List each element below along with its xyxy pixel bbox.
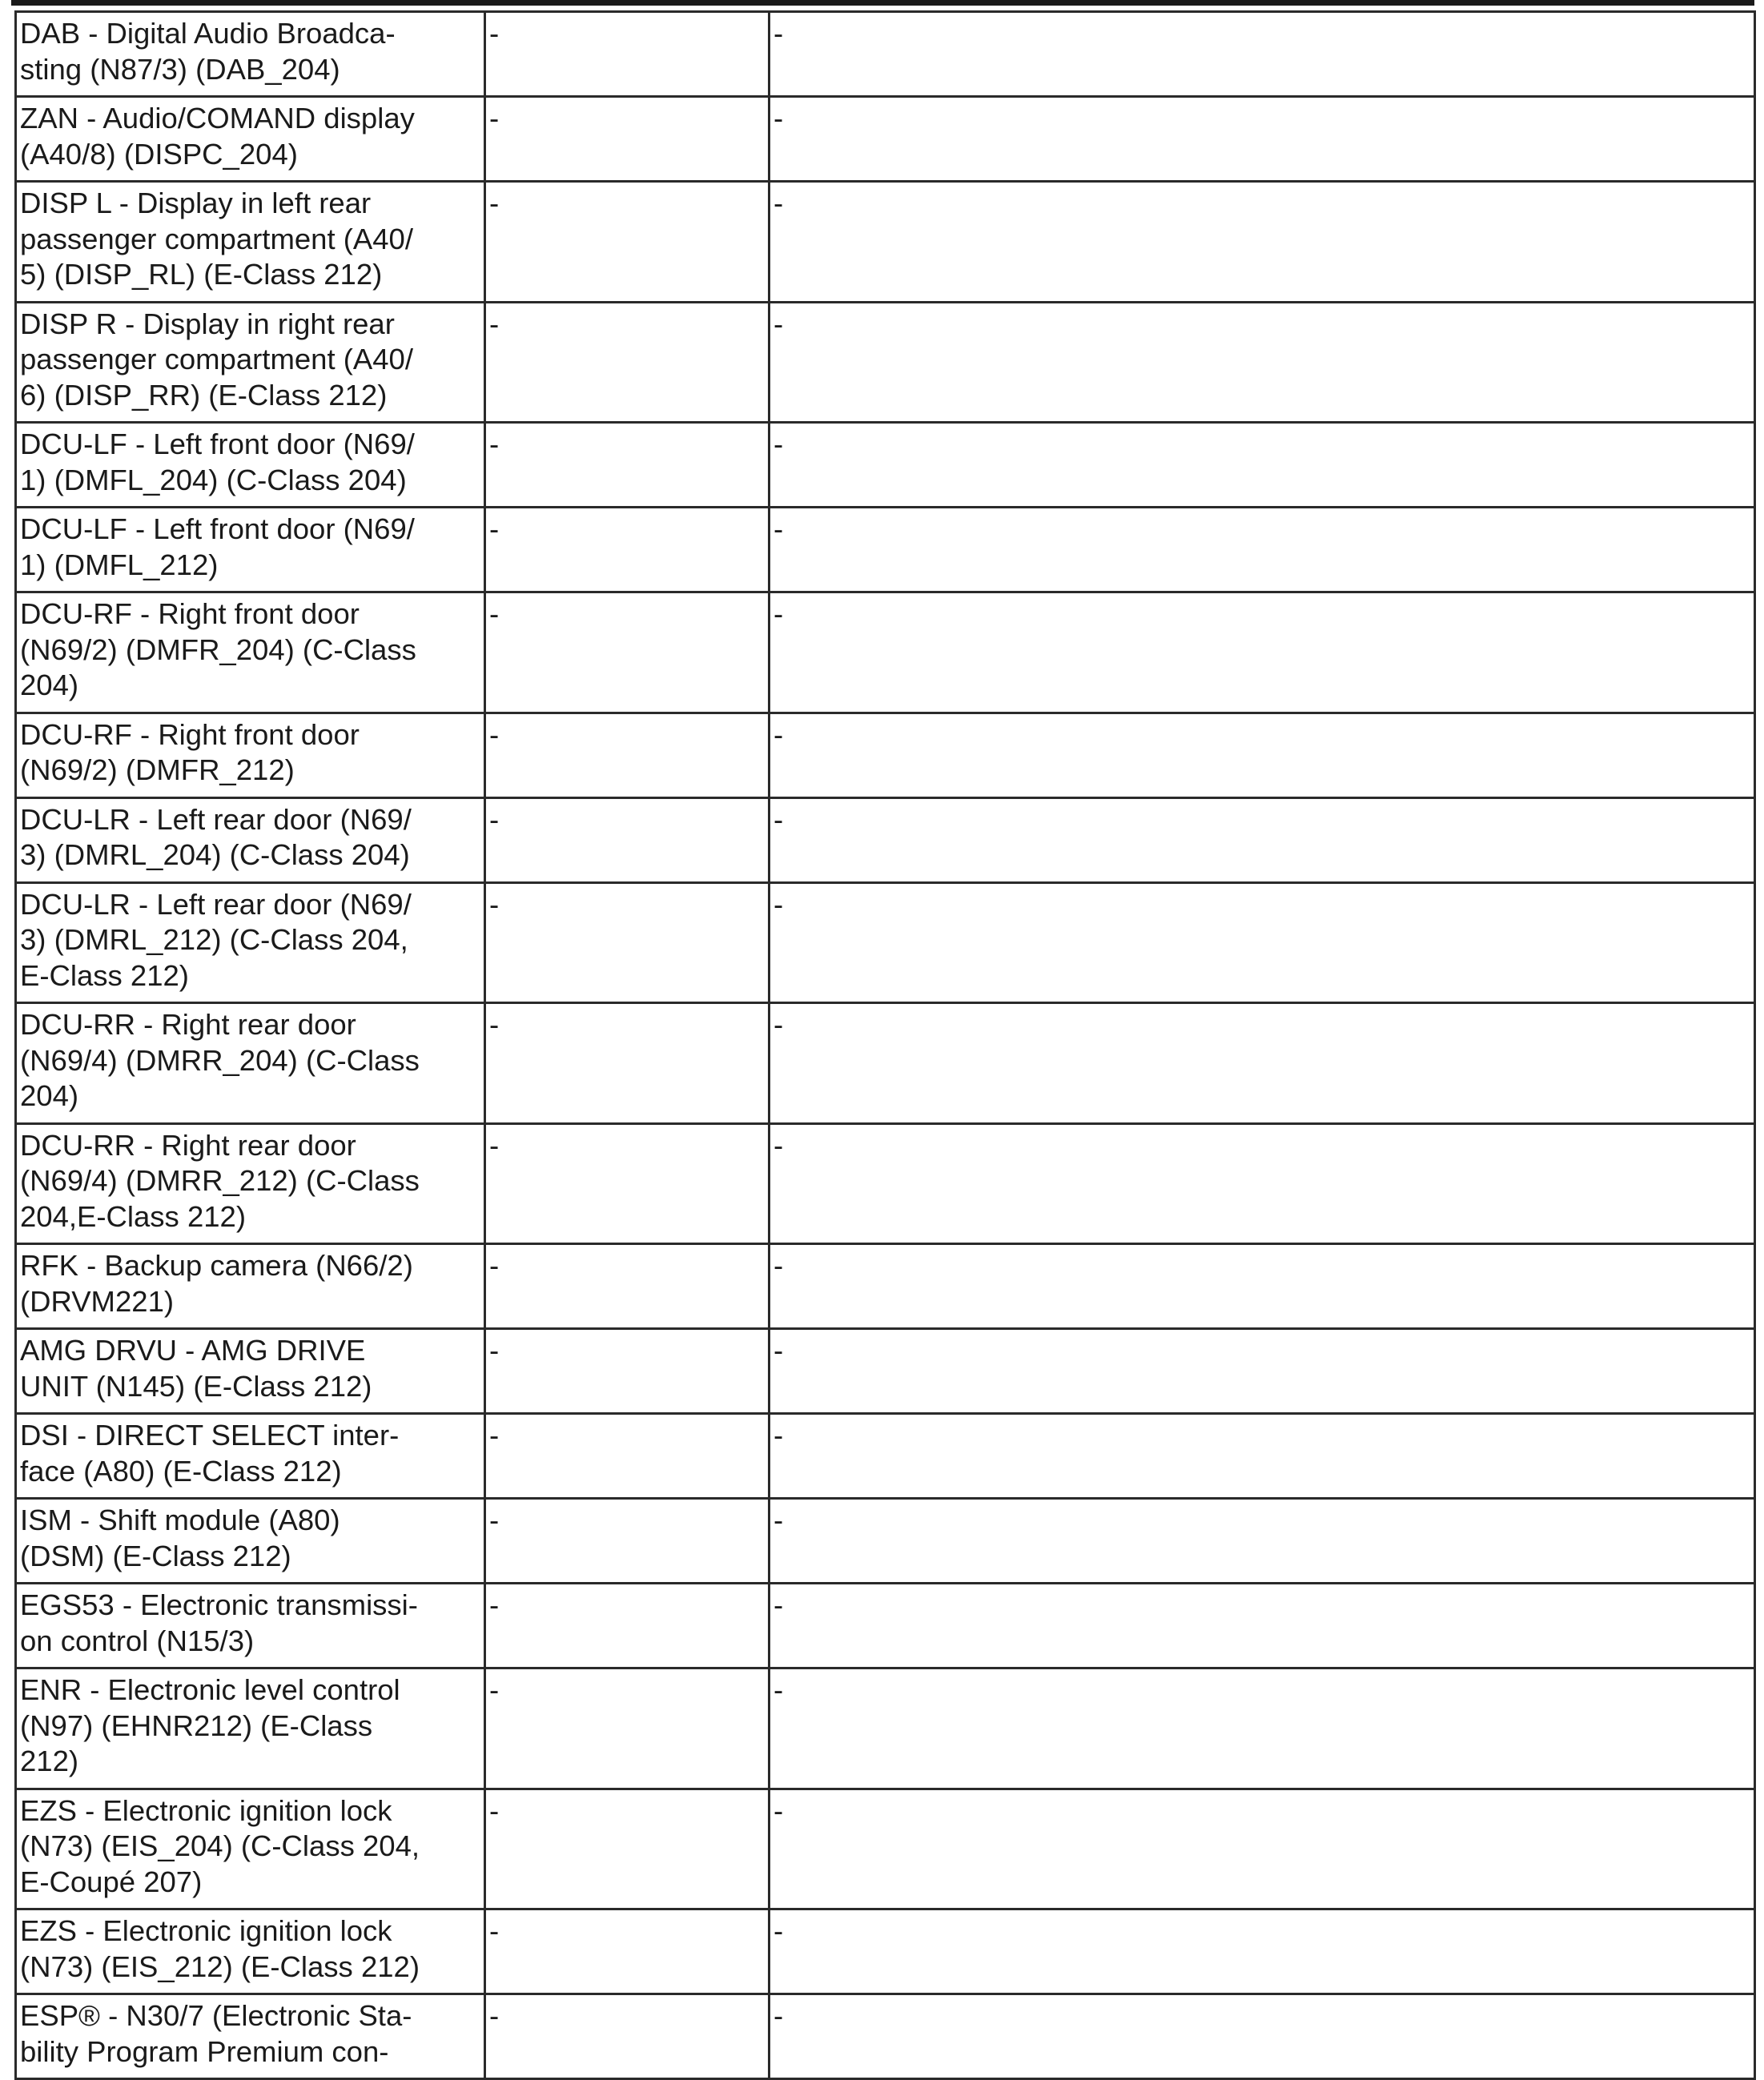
control-unit-name-line: (N69/2) (DMFR_212)	[20, 753, 295, 786]
control-unit-name-line: passenger compartment (A40/	[20, 343, 413, 375]
control-unit-name-line: (A40/8) (DISPC_204)	[20, 137, 298, 171]
control-unit-name-line: 3) (DMRL_212) (C-Class 204,	[20, 923, 408, 956]
control-unit-name-line: EZS - Electronic ignition lock	[20, 1914, 392, 1947]
control-unit-name-cell	[16, 12, 485, 97]
table-row	[16, 1329, 1755, 1414]
control-unit-name-line: E-Coupé 207)	[20, 1865, 203, 1898]
control-unit-name-cell	[16, 1123, 485, 1244]
control-unit-name-line: ENR - Electronic level control	[20, 1673, 400, 1706]
control-unit-name-line: DCU-RR - Right rear door	[20, 1128, 356, 1162]
control-unit-name-cell	[16, 1909, 485, 1994]
control-unit-name-line: AMG DRVU - AMG DRIVE	[20, 1334, 366, 1367]
control-unit-name-line: 204)	[20, 669, 79, 701]
control-unit-name-line: DCU-RR - Right rear door	[20, 1008, 356, 1041]
value-cell-2: -	[485, 1584, 769, 1668]
value-cell-3: -	[769, 592, 1755, 713]
control-unit-name-line: RFK - Backup camera (N66/2)	[20, 1249, 413, 1282]
value-cell-2: -	[485, 1329, 769, 1414]
control-unit-name-line: (N97) (EHNR212) (E-Class	[20, 1709, 373, 1742]
value-cell-3: -	[769, 1994, 1755, 2079]
value-cell-3: -	[769, 1329, 1755, 1414]
value-cell-2: -	[485, 1003, 769, 1124]
control-unit-name-cell	[16, 592, 485, 713]
value-cell-3: -	[769, 713, 1755, 797]
control-unit-name-line: 1) (DMFL_204) (C-Class 204)	[20, 463, 407, 496]
value-cell-2: -	[485, 1994, 769, 2079]
control-unit-table	[14, 10, 1756, 2080]
value-cell-3: -	[769, 1499, 1755, 1584]
value-cell-3: -	[769, 882, 1755, 1003]
value-cell-2: -	[485, 1668, 769, 1789]
table-row	[16, 12, 1755, 97]
control-unit-name-line: (N69/4) (DMRR_204) (C-Class	[20, 1043, 420, 1077]
control-unit-name-cell	[16, 797, 485, 882]
control-unit-name-cell	[16, 713, 485, 797]
value-cell-2: -	[485, 797, 769, 882]
control-unit-name-line: DCU-RF - Right front door	[20, 597, 360, 630]
value-cell-3: -	[769, 1003, 1755, 1124]
table-row	[16, 1244, 1755, 1329]
table-row	[16, 423, 1755, 508]
control-unit-name-line: (N69/2) (DMFR_204) (C-Class	[20, 632, 416, 666]
control-unit-name-line: (N73) (EIS_212) (E-Class 212)	[20, 1949, 420, 1983]
control-unit-name-line: 204)	[20, 1079, 79, 1112]
control-unit-name-line: face (A80) (E-Class 212)	[20, 1454, 342, 1488]
value-cell-2: -	[485, 302, 769, 423]
control-unit-name-line: on control (N15/3)	[20, 1624, 255, 1657]
control-unit-name-cell	[16, 1329, 485, 1414]
value-cell-2: -	[485, 97, 769, 182]
value-cell-3: -	[769, 423, 1755, 508]
control-unit-name-line: DSI - DIRECT SELECT inter-	[20, 1419, 400, 1452]
table-row	[16, 797, 1755, 882]
control-unit-name-line: 1) (DMFL_212)	[20, 548, 219, 581]
value-cell-2: -	[485, 1123, 769, 1244]
value-cell-3: -	[769, 508, 1755, 592]
table-row	[16, 1909, 1755, 1994]
control-unit-name-line: UNIT (N145) (E-Class 212)	[20, 1369, 372, 1403]
value-cell-2: -	[485, 1414, 769, 1499]
control-unit-name-line: DCU-RF - Right front door	[20, 717, 360, 751]
control-unit-name-cell	[16, 508, 485, 592]
control-unit-name-cell	[16, 1499, 485, 1584]
table-row	[16, 508, 1755, 592]
control-unit-name-line: 212)	[20, 1745, 79, 1777]
value-cell-3: -	[769, 12, 1755, 97]
value-cell-3: -	[769, 1789, 1755, 1909]
value-cell-2: -	[485, 713, 769, 797]
control-unit-name-cell	[16, 302, 485, 423]
control-unit-name-line: 204,E-Class 212)	[20, 1199, 247, 1233]
value-cell-3: -	[769, 1668, 1755, 1789]
table-row	[16, 302, 1755, 423]
control-unit-name-line: (N69/4) (DMRR_212) (C-Class	[20, 1164, 420, 1197]
table-row	[16, 713, 1755, 797]
table-row	[16, 1789, 1755, 1909]
value-cell-3: -	[769, 1414, 1755, 1499]
table-row	[16, 182, 1755, 303]
value-cell-2: -	[485, 12, 769, 97]
value-cell-2: -	[485, 1909, 769, 1994]
control-unit-name-line: (DSM) (E-Class 212)	[20, 1539, 291, 1572]
control-unit-name-line: 3) (DMRL_204) (C-Class 204)	[20, 838, 410, 871]
value-cell-2: -	[485, 592, 769, 713]
control-unit-name-line: DCU-LR - Left rear door (N69/	[20, 887, 412, 921]
table-body	[16, 12, 1755, 2079]
table-row	[16, 592, 1755, 713]
value-cell-2: -	[485, 1244, 769, 1329]
control-unit-name-line: EZS - Electronic ignition lock	[20, 1793, 392, 1827]
value-cell-2: -	[485, 182, 769, 303]
table-row	[16, 1584, 1755, 1668]
value-cell-3: -	[769, 302, 1755, 423]
table-row	[16, 1994, 1755, 2079]
value-cell-3: -	[769, 97, 1755, 182]
control-unit-name-line: DCU-LF - Left front door (N69/	[20, 512, 415, 545]
control-unit-name-line: DCU-LF - Left front door (N69/	[20, 428, 415, 460]
value-cell-2: -	[485, 1499, 769, 1584]
value-cell-3: -	[769, 1244, 1755, 1329]
control-unit-name-cell	[16, 1414, 485, 1499]
control-unit-name-cell	[16, 1789, 485, 1909]
control-unit-name-cell	[16, 423, 485, 508]
table-row	[16, 1668, 1755, 1789]
control-unit-name-line: DISP L - Display in left rear	[20, 187, 372, 219]
control-unit-name-line: DCU-LR - Left rear door (N69/	[20, 802, 412, 836]
control-unit-name-line: (N73) (EIS_204) (C-Class 204,	[20, 1829, 420, 1862]
control-unit-name-cell	[16, 1994, 485, 2079]
value-cell-3: -	[769, 1909, 1755, 1994]
control-unit-name-line: DAB - Digital Audio Broadca-	[20, 17, 396, 50]
control-unit-name-line: sting (N87/3) (DAB_204)	[20, 52, 340, 86]
control-unit-name-cell	[16, 1584, 485, 1668]
control-unit-name-line: EGS53 - Electronic transmissi-	[20, 1588, 418, 1621]
table-row	[16, 882, 1755, 1003]
control-unit-name-cell	[16, 1244, 485, 1329]
control-unit-name-line: ZAN - Audio/COMAND display	[20, 102, 415, 135]
table-row	[16, 97, 1755, 182]
value-cell-3: -	[769, 1123, 1755, 1244]
control-unit-name-cell	[16, 182, 485, 303]
value-cell-2: -	[485, 1789, 769, 1909]
control-unit-name-line: 5) (DISP_RL) (E-Class 212)	[20, 258, 383, 291]
value-cell-2: -	[485, 423, 769, 508]
control-unit-name-cell	[16, 97, 485, 182]
top-rule	[11, 0, 1754, 6]
table-row	[16, 1003, 1755, 1124]
control-unit-name-line: E-Class 212)	[20, 958, 189, 992]
value-cell-3: -	[769, 1584, 1755, 1668]
control-unit-name-cell	[16, 1003, 485, 1124]
table-row	[16, 1414, 1755, 1499]
control-unit-name-cell	[16, 882, 485, 1003]
control-unit-name-line: (DRVM221)	[20, 1284, 175, 1318]
control-unit-name-line: bility Program Premium con-	[20, 2034, 389, 2068]
control-unit-name-line: ESP® - N30/7 (Electronic Sta-	[20, 1999, 412, 2032]
control-unit-name-line: ISM - Shift module (A80)	[20, 1504, 340, 1536]
control-unit-name-line: 6) (DISP_RR) (E-Class 212)	[20, 378, 388, 412]
control-unit-name-line: DISP R - Display in right rear	[20, 307, 395, 340]
value-cell-2: -	[485, 508, 769, 592]
value-cell-3: -	[769, 182, 1755, 303]
control-unit-name-line: passenger compartment (A40/	[20, 222, 413, 255]
table-row	[16, 1123, 1755, 1244]
control-unit-name-cell	[16, 1668, 485, 1789]
table-row	[16, 1499, 1755, 1584]
value-cell-2: -	[485, 882, 769, 1003]
value-cell-3: -	[769, 797, 1755, 882]
